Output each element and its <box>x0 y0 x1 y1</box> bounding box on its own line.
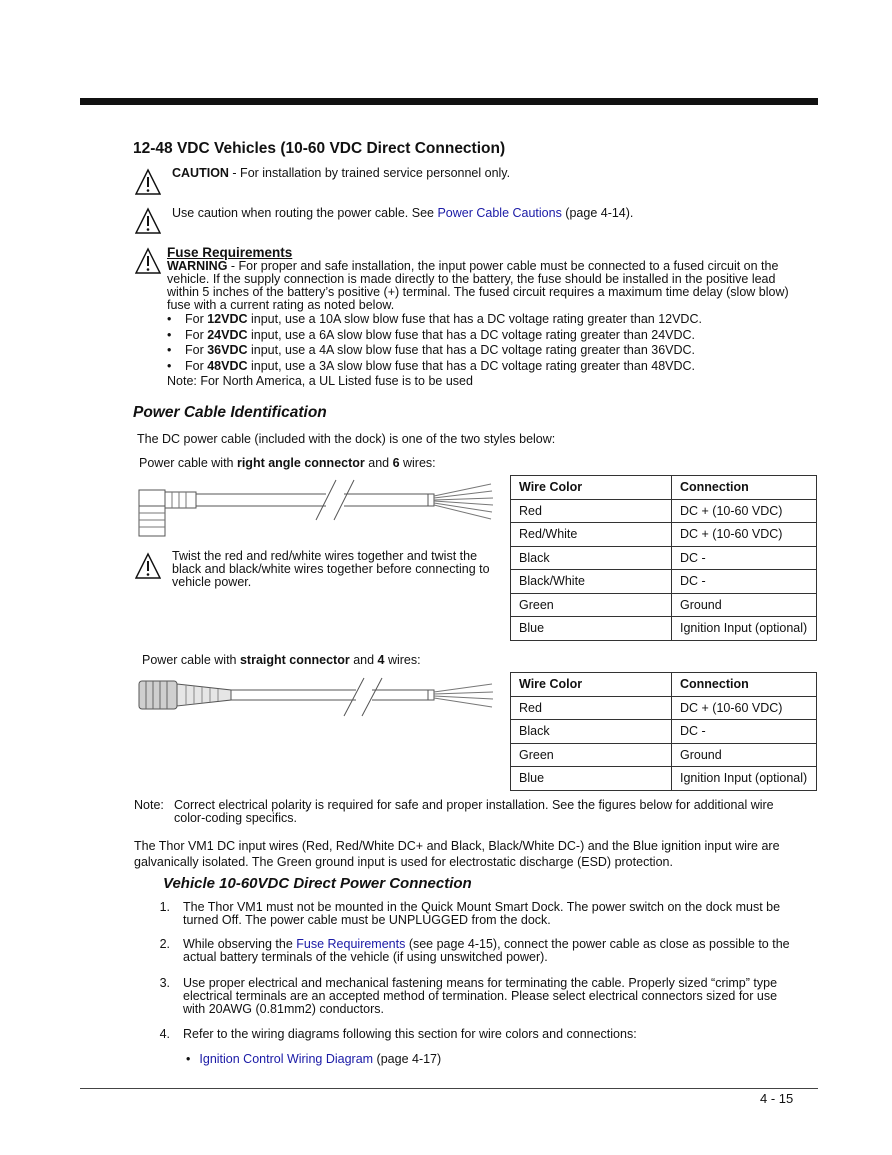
isolation-paragraph <box>134 838 780 870</box>
paragraph-line: The Thor VM1 DC input wires (Red, Red/White DC+ and Black, Black/White DC-) and the Blue ignition input wire are <box>134 839 780 853</box>
caution-line: vehicle power. <box>172 575 252 589</box>
table-row: Red DC + (10-60 VDC) <box>511 499 817 523</box>
step-2: 2. While observing the Fuse Requirements (see page 4-15), connect the power cable as close as possible to the actual battery terminals of the vehicle (if using unswitched power). <box>150 938 820 964</box>
warning-line: - For proper and safe installation, the input power cable must be connected to a fused circuit on the <box>227 259 779 273</box>
list-item: • For 24VDC input, use a 6A slow blow fuse that has a DC voltage rating greater than 24VDC. <box>167 327 696 342</box>
step-line: actual battery terminals of the vehicle (if using unswitched power). <box>183 950 548 964</box>
note-label: Note: <box>134 798 164 812</box>
twist-wires-caution <box>172 550 490 589</box>
caution-label: CAUTION <box>172 166 229 180</box>
caution-text: - For installation by trained service personnel only. <box>228 166 511 180</box>
warning-line: within 5 inches of the battery’s positive (+) terminal. The fused circuit requires a maximum time delay (slow blow) <box>167 285 789 299</box>
step-line: with 20AWG (0.81mm2) conductors. <box>183 1002 384 1016</box>
caution-icon <box>135 552 161 580</box>
note-line: Correct electrical polarity is required for safe and proper installation. See the figures below for additional wire <box>174 798 774 812</box>
cable-intro: The DC power cable (included with the dock) is one of the two styles below: <box>137 432 556 446</box>
step-line: Refer to the wiring diagrams following this section for wire colors and connections: <box>183 1027 637 1041</box>
routing-text: Use caution when routing the power cable. See <box>172 206 438 220</box>
six-wire-table <box>510 475 817 641</box>
fuse-requirements-title: Fuse Requirements <box>167 245 293 260</box>
fuse-note: Note: For North America, a UL Listed fuse is to be used <box>167 374 473 388</box>
footer-rule <box>80 1088 818 1089</box>
list-item: • For 12VDC input, use a 10A slow blow fuse that has a DC voltage rating greater than 12VDC. <box>167 312 702 326</box>
section-heading: Vehicle 10-60VDC Direct Power Connection <box>163 875 472 892</box>
routing-page-ref: (page 4-14). <box>561 206 634 220</box>
table-row: Black DC - <box>511 720 817 744</box>
fuse-warning <box>167 260 789 312</box>
table-row: Blue Ignition Input (optional) <box>511 617 817 641</box>
caution-icon <box>135 168 161 196</box>
table-row: Green Ground <box>511 593 817 617</box>
warning-line: fuse with a current rating as noted below. <box>167 298 395 312</box>
table-header-row <box>511 673 817 697</box>
step-3 <box>150 977 820 1016</box>
step-line: turned Off. The power cable must be UNPLUGGED from the dock. <box>183 913 551 927</box>
ignition-diagram-reference: • Ignition Control Wiring Diagram (page 4-17) <box>186 1052 442 1066</box>
routing-caution <box>172 206 633 220</box>
right-angle-cable-illustration <box>136 478 498 540</box>
table-row: Black DC - <box>511 546 817 570</box>
caution-line: Twist the red and red/white wires together and twist the <box>172 549 478 563</box>
paragraph-line: galvanically isolated. The Green ground input is used for electrostatic discharge (ESD) protection. <box>134 855 673 869</box>
straight-cable-illustration <box>136 676 498 720</box>
cable1-caption: Power cable with right angle connector and 6 wires: <box>139 456 436 470</box>
step-line: The Thor VM1 must not be mounted in the Quick Mount Smart Dock. The power switch on the dock must be <box>183 900 781 914</box>
step-number: 4. <box>159 1027 170 1041</box>
step-number: 1. <box>159 900 170 914</box>
table-row: Red DC + (10-60 VDC) <box>511 696 817 720</box>
step-line: Use proper electrical and mechanical fastening means for terminating the cable. Properly sized “crimp” type <box>183 976 778 990</box>
caution-note <box>172 166 510 180</box>
polarity-note <box>174 799 774 825</box>
cable2-caption: Power cable with straight connector and 4 wires: <box>142 653 421 667</box>
column-header: Wire Color <box>511 673 672 697</box>
ignition-control-wiring-diagram-link[interactable]: Ignition Control Wiring Diagram <box>199 1052 374 1066</box>
warning-label: WARNING <box>167 259 228 273</box>
caution-line: black and black/white wires together before connecting to <box>172 562 490 576</box>
page-ref: (page 4-17) <box>373 1052 442 1066</box>
table-row: Blue Ignition Input (optional) <box>511 767 817 791</box>
warning-line: vehicle. If the supply connection is made directly to the battery, the fuse should be installed in the positive lead <box>167 272 776 286</box>
column-header: Connection <box>672 476 817 500</box>
four-wire-table <box>510 672 817 791</box>
step-1 <box>150 901 820 927</box>
step-4 <box>150 1028 820 1041</box>
step-line: electrical terminals are an accepted method of termination. Please select electrical connectors sized for use <box>183 989 778 1003</box>
caution-icon <box>135 207 161 235</box>
table-row: Black/White DC - <box>511 570 817 594</box>
fuse-requirements-link[interactable]: Fuse Requirements <box>296 937 406 951</box>
fuse-list <box>167 312 817 390</box>
column-header: Wire Color <box>511 476 672 500</box>
table-row: Red/White DC + (10-60 VDC) <box>511 523 817 547</box>
page-number: 4 - 15 <box>760 1091 794 1106</box>
column-header: Connection <box>672 673 817 697</box>
table-header-row <box>511 476 817 500</box>
step-number: 2. <box>159 937 170 951</box>
list-item: • For 36VDC input, use a 4A slow blow fuse that has a DC voltage rating greater than 36VDC. <box>167 343 696 357</box>
step-number: 3. <box>159 976 170 990</box>
list-item: • For 48VDC input, use a 3A slow blow fuse that has a DC voltage rating greater than 48VDC. <box>167 358 696 373</box>
table-row: Green Ground <box>511 743 817 767</box>
note-line: color-coding specifics. <box>174 811 297 825</box>
power-cable-cautions-link[interactable]: Power Cable Cautions <box>437 206 562 220</box>
caution-icon <box>135 247 161 275</box>
section-heading: Power Cable Identification <box>133 404 327 421</box>
section-heading: 12-48 VDC Vehicles (10-60 VDC Direct Connection) <box>133 140 506 157</box>
header-rule <box>80 98 818 105</box>
